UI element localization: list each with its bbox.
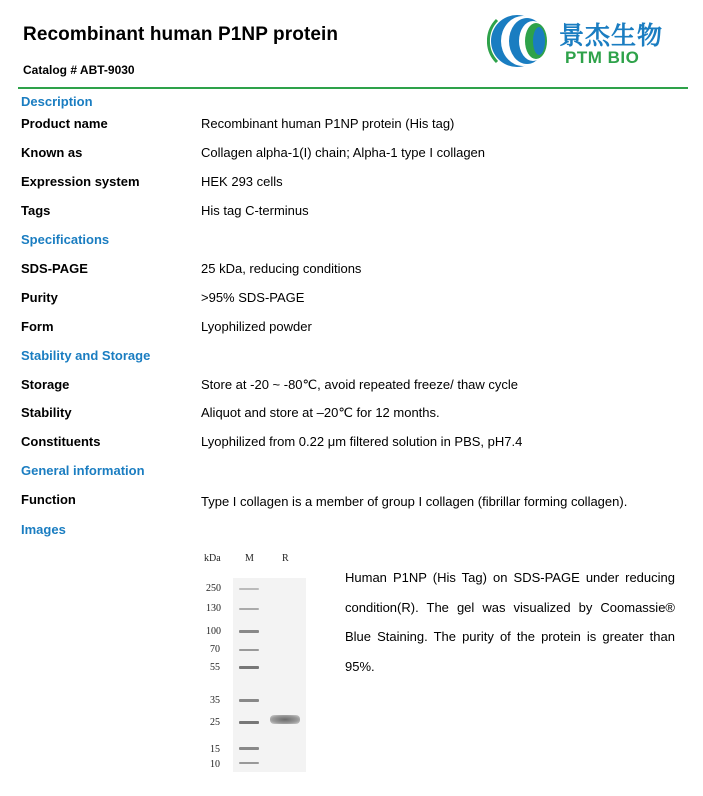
- gel-lane-r-label: R: [282, 553, 289, 564]
- value-stability: Aliquot and store at –20℃ for 12 months.: [201, 405, 440, 420]
- logo-chinese-text: 景杰生物: [559, 21, 664, 50]
- marker-band: [239, 608, 259, 610]
- sds-page-gel-image: [200, 550, 315, 775]
- logo-mark-icon: [487, 10, 553, 72]
- ptm-bio-logo: [487, 10, 687, 72]
- gel-lane-m-label: M: [245, 553, 254, 564]
- marker-label: 15: [210, 744, 220, 755]
- label-known-as: Known as: [21, 145, 83, 160]
- value-tags: His tag C-terminus: [201, 203, 309, 218]
- value-known-as: Collagen alpha-1(I) chain; Alpha-1 type I collagen: [201, 145, 486, 160]
- marker-label: 35: [210, 695, 220, 706]
- value-sds-page: 25 kDa, reducing conditions: [201, 261, 362, 276]
- label-product-name: Product name: [21, 116, 108, 131]
- section-stability-storage: Stability and Storage: [21, 348, 151, 363]
- catalog-number: Catalog # ABT-9030: [23, 63, 135, 77]
- marker-band: [239, 630, 259, 633]
- label-tags: Tags: [21, 203, 51, 218]
- section-general-information: General information: [21, 463, 145, 478]
- header-divider: [18, 87, 688, 89]
- section-description: Description: [21, 94, 93, 109]
- marker-label: 250: [206, 583, 221, 594]
- marker-band: [239, 762, 259, 764]
- value-storage: Store at -20 ~ -80℃, avoid repeated freeze/ thaw cycle: [201, 377, 519, 392]
- marker-label: 10: [210, 759, 220, 770]
- marker-label: 55: [210, 662, 220, 673]
- marker-label: 100: [206, 626, 221, 637]
- marker-band: [239, 588, 259, 590]
- label-expression-system: Expression system: [21, 174, 140, 189]
- label-function: Function: [21, 492, 76, 507]
- value-purity: >95% SDS-PAGE: [201, 290, 305, 305]
- label-form: Form: [21, 319, 54, 334]
- marker-band: [239, 721, 259, 724]
- label-sds-page: SDS-PAGE: [21, 261, 88, 276]
- image-caption: Human P1NP (His Tag) on SDS-PAGE under reducing condition(R). The gel was visualized by Coomassie® Blue Staining. The purity of the protein is greater than 95%.: [345, 570, 675, 675]
- marker-band: [239, 747, 259, 750]
- marker-label: 70: [210, 644, 220, 655]
- marker-band: [239, 699, 259, 702]
- label-stability: Stability: [21, 405, 72, 420]
- value-constituents: Lyophilized from 0.22 μm filtered solution in PBS, pH7.4: [201, 434, 523, 449]
- value-expression-system: HEK 293 cells: [201, 174, 283, 189]
- product-title: Recombinant human P1NP protein: [23, 24, 339, 45]
- value-form: Lyophilized powder: [201, 319, 312, 334]
- label-storage: Storage: [21, 377, 70, 392]
- marker-band: [239, 666, 259, 669]
- marker-band: [239, 649, 259, 651]
- value-product-name: Recombinant human P1NP protein (His tag): [201, 116, 455, 131]
- value-function: Type I collagen is a member of group I collagen (fibrillar forming collagen).: [201, 494, 628, 509]
- marker-label: 130: [206, 603, 221, 614]
- gel-unit-label: kDa: [204, 553, 221, 564]
- section-images: Images: [21, 522, 66, 537]
- sample-band-r: [270, 715, 300, 724]
- section-specifications: Specifications: [21, 232, 110, 247]
- marker-label: 25: [210, 717, 220, 728]
- label-purity: Purity: [21, 290, 58, 305]
- label-constituents: Constituents: [21, 434, 101, 449]
- logo-english-text: PTM BIO: [565, 48, 640, 67]
